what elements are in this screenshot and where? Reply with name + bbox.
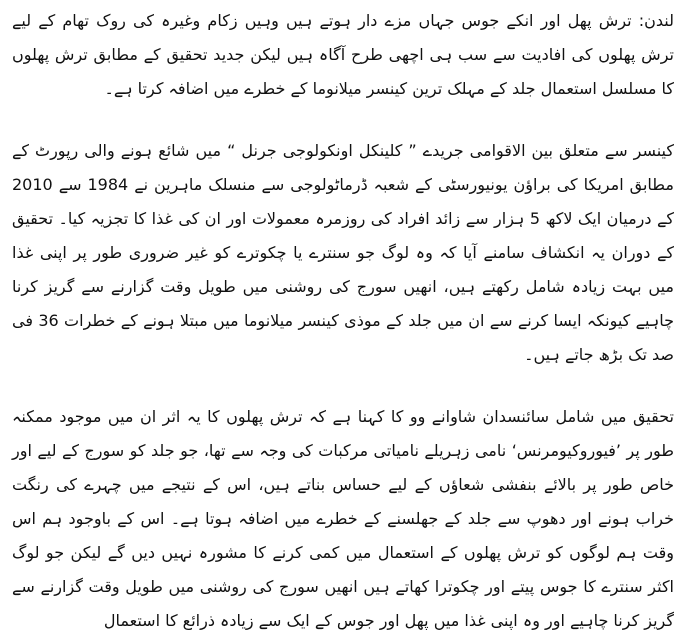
article-paragraph-1: لندن: ترش پھل اور انکے جوس جہاں مزے دار ہوتے ہیں وہیں زکام وغیرہ کی روک تھام کے لیے ترش پھلوں کی افادیت سے سب ہی اچھی طرح آگاہ ہیں لیکن جدید تحقیق کے مطابق ترش پھلوں کا مسلسل استعمال جلد کے مہلک ترین کینسر میلانوما کے خطرے میں اضافہ کرتا ہے۔ [12, 11, 674, 98]
article-body [12, 4, 674, 638]
article-paragraph-2: کینسر سے متعلق بین الاقوامی جریدے ” کلینکل اونکولوجی جرنل “ میں شائع ہونے والی رپورٹ کے مطابق امریکا کی براؤن یونیورسٹی کے شعبہ ڈرماٹولوجی سے منسلک ماہرین نے 1984 سے 2010 کے درمیان ایک لاکھ 5 ہزار سے زائد افراد کی روزمرہ معمولات اور ان کی غذا کا تجزیہ کیا۔ تحقیق کے دوران یہ انکشاف سامنے آیا کہ وہ لوگ جو سنترے یا چکوترے کو غیر ضروری طور پر اپنی غذا میں بہت زیادہ شامل رکھتے ہیں، انھیں سورج کی روشنی میں طویل وقت گزارنے سے گریز کرنا چاہیے کیونکہ ایسا کرنے سے ان میں جلد کے موذی کینسر میلانوما میں مبتلا ہونے کے خطرات 36 فی صد تک بڑھ جاتے ہیں۔ [12, 141, 675, 364]
article-paragraph-3: تحقیق میں شامل سائنسدان شاوانے وو کا کہنا ہے کہ ترش پھلوں کا یہ اثر ان میں موجود ممکنہ طور پر ’فیوروکیومرنس‘ نامی زہریلے نامیاتی مرکبات کی وجہ سے تھا، جو جلد کو سورج کے لیے اور خاص طور پر بالائے بنفشی شعاؤں کے لیے حساس بناتے ہیں، اس کے نتیجے میں چہرے کی رنگت خراب ہونے اور دھوپ سے جلد کے جھلسنے کے خطرے میں اضافہ ہوتا ہے۔ اس کے باوجود ہم اس وقت ہم لوگوں کو ترش پھلوں کے استعمال میں کمی کرنے کا مشورہ نہیں دیں گے لیکن جو لوگ اکثر سنترے کا جوس پیتے اور چکوترا کھاتے ہیں انھیں سورج کی روشنی میں طویل وقت گزارنے سے گریز کرنا چاہیے اور وہ اپنی غذا میں پھل اور جوس کے ایک سے زیادہ ذرائع کا استعمال [12, 407, 674, 630]
